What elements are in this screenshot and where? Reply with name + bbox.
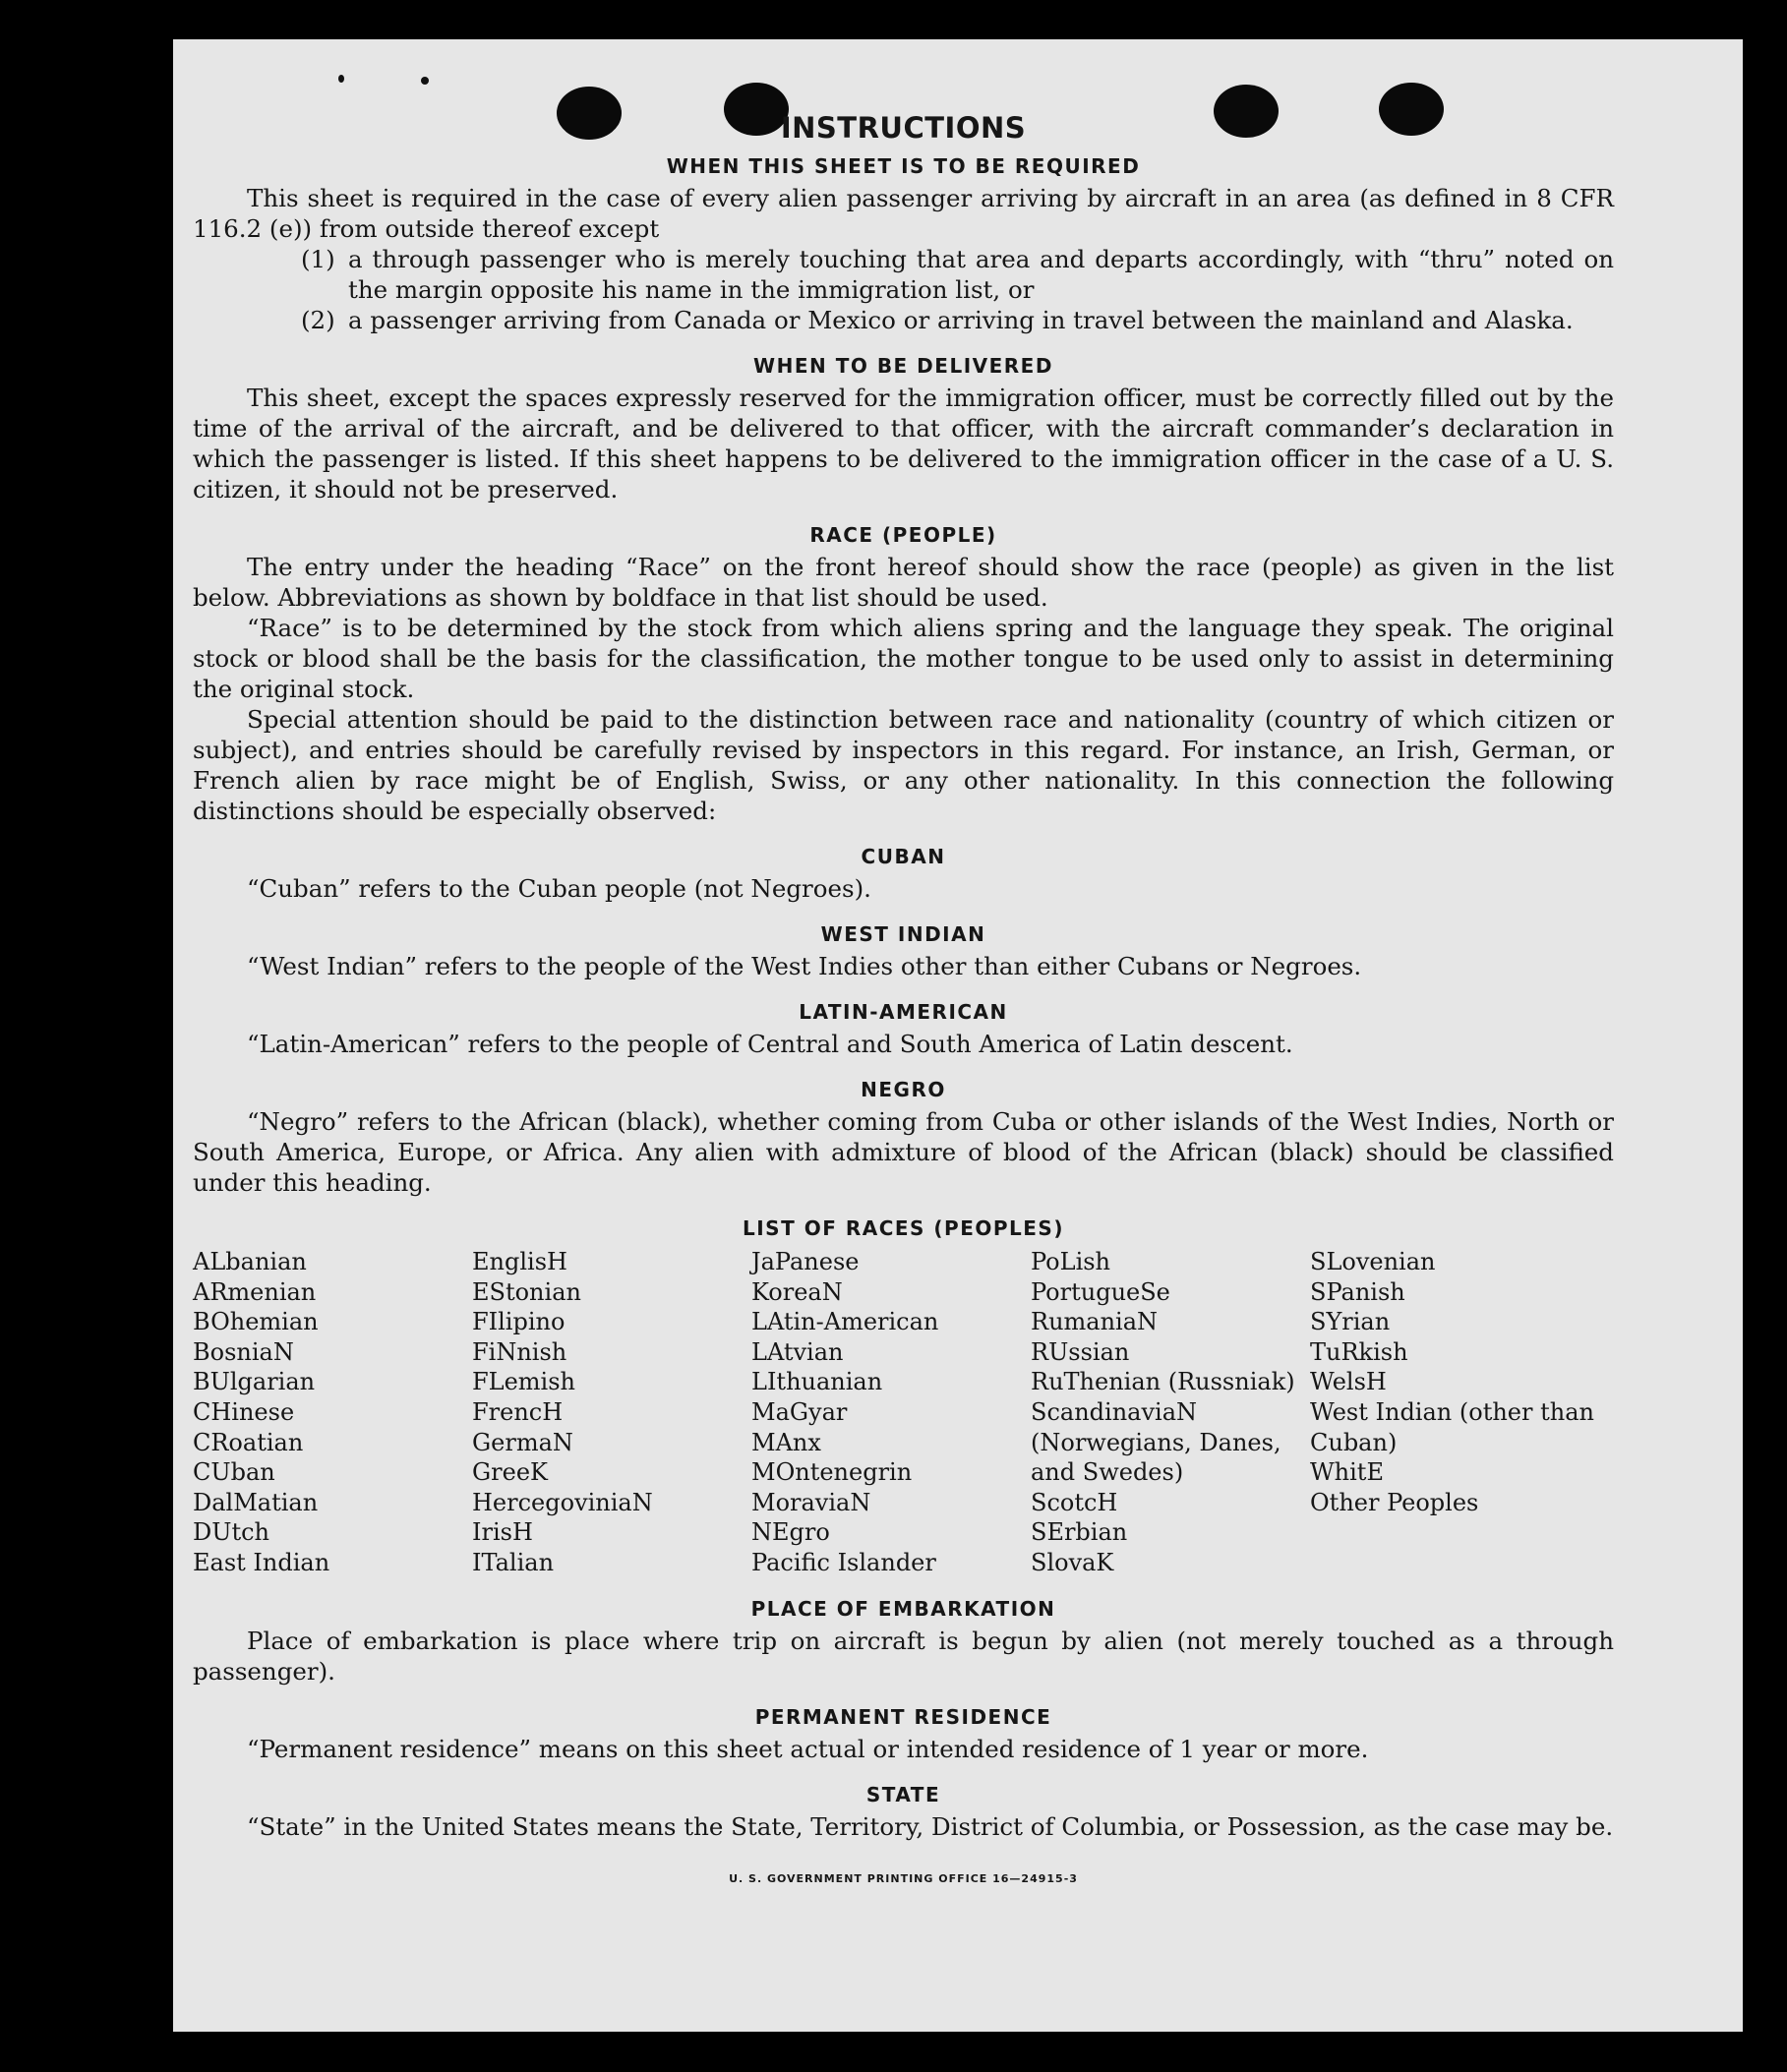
section-heading-race: RACE (PEOPLE) [809,523,997,547]
section-heading-negro: NEGRO [861,1078,946,1101]
races-column [193,1247,472,1578]
race-entry: SYrian [1310,1308,1391,1336]
race-entry: GermaN [472,1428,573,1456]
race-entry: Other Peoples [1310,1488,1479,1516]
section-heading-delivered: WHEN TO BE DELIVERED [753,354,1053,378]
race-entry: GreeK [472,1458,548,1487]
race-entry: FiNnish [472,1337,567,1366]
paragraph-negro: “Negro” refers to the African (black), whether coming from Cuba or other islands of the West Indies, North or South America, Europe, or Africa. Any alien with admixture of blood of the African (black) should be classified under this heading. [193,1107,1614,1197]
document-sheet [173,39,1743,2032]
race-entry: KoreaN [751,1277,843,1306]
item-text: a through passenger who is merely touching that area and departs accordingly, with “thru” noted on the margin opposite his name in the immigration list, or [348,245,1614,304]
race-entry: MAnx [751,1428,821,1456]
section-heading-embarkation: PLACE OF EMBARKATION [750,1596,1056,1621]
race-entry: BOhemian [193,1308,319,1336]
race-entry: NEgro [751,1518,830,1547]
section-heading-list-of-races: LIST OF RACES (PEOPLES) [743,1216,1064,1240]
list-item [193,244,1614,305]
race-entry: MoraviaN [751,1488,871,1516]
race-entry: DalMatian [193,1488,319,1516]
race-entry: WhitE [1310,1458,1384,1487]
race-entry: SlovaK [1031,1548,1114,1576]
race-entry: MaGyar [751,1397,848,1426]
race-entry: IrisH [472,1518,533,1547]
race-entry: FIlipino [472,1308,566,1336]
paragraph-race-1: The entry under the heading “Race” on the front hereof should show the race (people) as given in the list below. Abbreviations as shown by boldface in that list should be used. [193,553,1614,612]
race-entry: EnglisH [472,1248,567,1275]
section-heading-west-indian: WEST INDIAN [820,922,986,946]
race-entry: LAtvian [751,1337,844,1366]
race-entry: TuRkish [1310,1337,1408,1366]
race-entry: JaPanese [751,1248,860,1275]
race-entry: ALbanian [193,1248,307,1275]
race-entry: FLemish [472,1368,575,1396]
race-entry: RuThenian (Russniak) [1031,1368,1295,1396]
item-text: a passenger arriving from Canada or Mexico or arriving in travel between the mainland and Alaska. [348,306,1574,334]
section-heading-residence: PERMANENT RESIDENCE [754,1704,1052,1729]
race-entry: BosniaN [193,1337,294,1366]
race-entry: LAtin-American [751,1308,939,1336]
page-title: INSTRUCTIONS [780,111,1027,145]
race-entry: HercegoviniaN [472,1488,653,1516]
race-entry: Pacific Islander [751,1548,936,1576]
list-item [193,305,1614,335]
race-entry: CUban [193,1458,275,1487]
race-entry: ITalian [472,1548,555,1576]
paragraph-embarkation: Place of embarkation is place where trip on aircraft is begun by alien (not merely touched as a through passenger). [193,1626,1614,1686]
ink-speck [338,75,344,83]
race-entry: DUtch [193,1518,270,1547]
paragraph-latin-american: “Latin-American” refers to the people of Central and South America of Latin descent. [247,1030,1293,1058]
race-entry: EStonian [472,1277,581,1306]
race-entry: ScandinaviaN (Norwegians, Danes, and Swedes) [1031,1397,1281,1487]
document-body [193,110,1614,1894]
race-entry: CHinese [193,1397,295,1426]
paragraph-cuban: “Cuban” refers to the Cuban people (not Negroes). [247,874,871,903]
race-entry: West Indian (other than Cuban) [1310,1397,1594,1456]
printer-footer: U. S. GOVERNMENT PRINTING OFFICE 16—24915-3 [729,1871,1078,1885]
paragraph-race-3: Special attention should be paid to the distinction between race and nationality (country of which citizen or subject), and entries should be carefully revised by inspectors in this regard. For instance, an Irish, German, or French alien by race might be of English, Swiss, or any other nationality. In this connection the following distinctions should be especially observed: [193,705,1614,825]
race-entry: SErbian [1031,1518,1128,1547]
race-entry: FrencH [472,1397,564,1426]
race-entry: East Indian [193,1548,330,1576]
race-entry: PoLish [1031,1248,1111,1275]
race-entry: SLovenian [1310,1248,1436,1275]
race-entry: ScotcH [1031,1488,1118,1516]
section-heading-required: WHEN THIS SHEET IS TO BE REQUIRED [666,154,1141,178]
race-entry: MOntenegrin [751,1458,913,1487]
section-heading-latin-american: LATIN-AMERICAN [799,1000,1008,1024]
races-column [1310,1247,1614,1578]
item-number: (2) [301,306,335,334]
race-entry: ARmenian [193,1277,317,1306]
race-entry: RUssian [1031,1337,1130,1366]
races-column [751,1247,1031,1578]
ink-speck [421,77,429,85]
race-entry: SPanish [1310,1277,1405,1306]
paragraph-west-indian: “West Indian” refers to the people of the West Indies other than either Cubans or Negroes. [247,952,1362,980]
race-entry: BUlgarian [193,1368,316,1396]
race-entry: PortugueSe [1031,1277,1170,1306]
race-entry: LIthuanian [751,1368,883,1396]
paragraph-residence: “Permanent residence” means on this sheet actual or intended residence of 1 year or more. [247,1734,1369,1763]
paragraph-delivered: This sheet, except the spaces expressly reserved for the immigration officer, must be correctly filled out by the time of the arrival of the aircraft, and be delivered to that officer, with the aircraft commander’s declaration in which the passenger is listed. If this sheet happens to be delivered to the immigration officer in the case of a U. S. citizen, it should not be preserved. [193,384,1614,503]
paragraph-race-2: “Race” is to be determined by the stock from which aliens spring and the language they speak. The original stock or blood shall be the basis for the classification, the mother tongue to be used only to assist in determining the original stock. [193,614,1614,703]
item-number: (1) [301,245,335,273]
race-entry: RumaniaN [1031,1308,1159,1336]
required-intro-text: This sheet is required in the case of every alien passenger arriving by aircraft in an area (as defined in 8 CFR 116.2 (e)) from outside thereof except [193,184,1614,243]
section-heading-state: STATE [865,1782,941,1806]
race-entry: WelsH [1310,1368,1387,1396]
paragraph-state: “State” in the United States means the State, Territory, District of Columbia, or Possession, as the case may be. [247,1811,1614,1841]
race-entry: CRoatian [193,1428,304,1456]
races-list [193,1247,1614,1578]
races-column [472,1247,751,1578]
paragraph-required-intro [193,183,1614,244]
races-column [1031,1247,1310,1578]
section-heading-cuban: CUBAN [861,845,946,868]
